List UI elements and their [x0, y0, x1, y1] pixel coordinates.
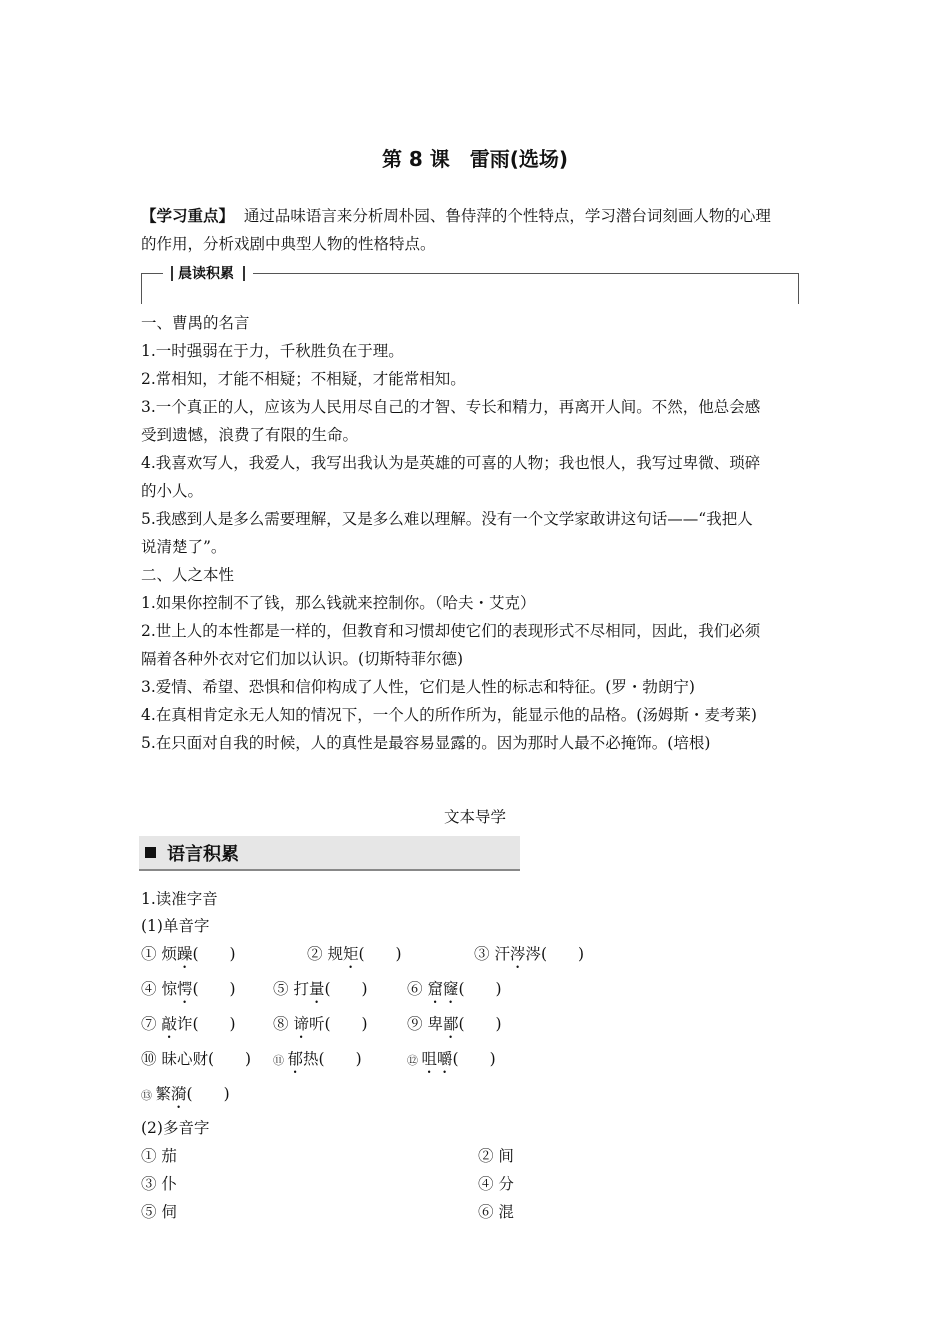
item-word: 汗	[494, 945, 510, 963]
item-number: ⑧	[273, 1015, 294, 1033]
sec2-line: 2.世上人的本性都是一样的，但教育和习惯却使它们的表现形式不尽相同，因此，我们必须	[141, 622, 761, 640]
item-word: 躁	[176, 945, 193, 963]
sec1-line: 3.一个真正的人，应该为人民用尽自己的才智、专长和精力，再离开人间。不然，他总会感	[141, 398, 761, 416]
sec1-line: 1.一时强弱在于力，千秋胜负在于理。	[141, 342, 404, 360]
item-word: 惊	[161, 980, 177, 998]
polyphone-item: ⑤ 伺	[141, 1203, 177, 1221]
pronunciation-item	[407, 975, 502, 1007]
focus-text-2: 的作用，分析戏剧中典型人物的性格特点。	[141, 235, 436, 253]
item-number: ⑩	[141, 1050, 162, 1068]
pronunciation-item	[141, 1080, 230, 1112]
item-number: ⑥	[407, 980, 428, 998]
pronunciation-item	[273, 1010, 368, 1042]
item-word: 昧心财	[161, 1050, 208, 1068]
item-number: ③	[474, 945, 495, 963]
item-number: ⑪	[273, 1054, 288, 1067]
answer-blank[interactable]: ( )	[324, 980, 368, 998]
square-bullet-icon	[145, 847, 156, 858]
item-word: 规	[327, 945, 343, 963]
item-word: 繁	[155, 1085, 172, 1103]
answer-blank[interactable]: ( )	[540, 945, 585, 963]
quotes-section-1	[141, 309, 813, 757]
item-number: ②	[307, 945, 328, 963]
focus-label: 【学习重点】	[141, 206, 235, 225]
item-word: 涔	[509, 945, 526, 963]
pronunciation-item	[141, 975, 236, 1007]
answer-blank[interactable]: ( )	[458, 980, 502, 998]
item-word: 打	[293, 980, 309, 998]
item-word: 卑	[427, 1015, 443, 1033]
item-word: 敲	[161, 1015, 177, 1033]
pronunciation-item	[141, 1045, 251, 1073]
item-word: 诈	[176, 1015, 193, 1033]
item-word: 涔	[525, 945, 541, 963]
sec1-line: 的小人。	[141, 482, 204, 500]
item-word: 郁	[287, 1050, 304, 1068]
answer-blank[interactable]: ( )	[318, 1050, 362, 1068]
item-word: 量	[308, 980, 325, 998]
answer-blank[interactable]: ( )	[186, 1085, 230, 1103]
language-section-header	[139, 836, 520, 871]
sec1-line: 说清楚了”。	[141, 538, 227, 556]
morning-reading-banner	[141, 262, 799, 304]
answer-blank[interactable]: ( )	[324, 1015, 368, 1033]
answer-blank[interactable]: ( )	[458, 1015, 502, 1033]
guide-heading: 文本导学	[443, 808, 506, 826]
pronunciation-item	[273, 1045, 362, 1077]
polyphone-item: ① 茄	[141, 1147, 177, 1165]
language-section-title: 语言积累	[167, 844, 239, 865]
sec1-heading: 一、曹禺的名言	[141, 314, 250, 332]
item-word: 热	[303, 1050, 319, 1068]
sec2-line: 5.在只面对自我的时候，人的真性是最容易显露的。因为那时人最不必掩饰。(培根)	[141, 734, 711, 752]
focus-text-1: 通过品味语言来分析周朴园、鲁侍萍的个性特点，学习潜台词刻画人物的心理	[243, 207, 771, 225]
sec2-line: 隔着各种外衣对它们加以认识。(切斯特菲尔德)	[141, 650, 464, 668]
single-heading: (1)单音字	[141, 917, 210, 935]
polyphone-item: ⑥ 混	[478, 1203, 514, 1221]
learning-focus	[141, 202, 813, 258]
polyphone-item: ② 间	[478, 1147, 514, 1165]
pronunciation-item	[474, 940, 584, 972]
pronunciation-item	[273, 975, 368, 1007]
answer-blank[interactable]: ( )	[192, 945, 236, 963]
item-word: 窟窿	[427, 980, 459, 998]
item-word: 咀嚼	[421, 1050, 453, 1068]
item-word: 听	[308, 1015, 325, 1033]
pronunciation-item	[407, 1010, 502, 1042]
sec2-line: 3.爱情、希望、恐惧和信仰构成了人性，它们是人性的标志和特征。(罗・勃朗宁)	[141, 678, 695, 696]
answer-blank[interactable]: ( )	[192, 1015, 236, 1033]
polyphone-item: ④ 分	[478, 1175, 514, 1193]
pronunciation-item	[141, 940, 236, 972]
pronunciation-item	[307, 940, 402, 972]
item-word: 愕	[176, 980, 193, 998]
item-number: ⑫	[407, 1054, 422, 1067]
item-word: 烦	[161, 945, 177, 963]
sec1-line: 受到遗憾，浪费了有限的生命。	[141, 426, 359, 444]
sec1-line: 4.我喜欢写人，我爱人，我写出我认为是英雄的可喜的人物；我也恨人，我写过卑微、琐碎	[141, 454, 761, 472]
sec1-line: 5.我感到人是多么需要理解，又是多么难以理解。没有一个文学家敢讲这句话——“我把人	[141, 510, 753, 528]
item-number: ④	[141, 980, 162, 998]
item-number: ⑦	[141, 1015, 162, 1033]
pron-heading: 1.读准字音	[141, 890, 218, 908]
item-word: 谛	[293, 1015, 309, 1033]
pronunciation-item	[141, 1010, 236, 1042]
banner-label: 晨读积累	[178, 266, 234, 282]
item-number: ⑨	[407, 1015, 428, 1033]
answer-blank[interactable]: ( )	[192, 980, 236, 998]
item-word: 漪	[171, 1085, 187, 1103]
multi-heading: (2)多音字	[141, 1119, 210, 1137]
item-number: ①	[141, 945, 162, 963]
page-title: 第 8 课 雷雨(选场)	[381, 147, 569, 171]
sec1-line: 2.常相知，才能不相疑；不相疑，才能常相知。	[141, 370, 466, 388]
answer-blank[interactable]: ( )	[452, 1050, 496, 1068]
polyphone-item: ③ 仆	[141, 1175, 177, 1193]
sec2-heading: 二、人之本性	[141, 566, 235, 584]
pronunciation-item	[407, 1045, 496, 1077]
item-word: 鄙	[442, 1015, 459, 1033]
answer-blank[interactable]: ( )	[358, 945, 402, 963]
sec2-line: 4.在真相肯定永无人知的情况下，一个人的所作所为，能显示他的品格。(汤姆斯・麦考莱)	[141, 706, 757, 724]
item-word: 矩	[342, 945, 359, 963]
sec2-line: 1.如果你控制不了钱，那么钱就来控制你。（哈夫・艾克）	[141, 594, 536, 612]
answer-blank[interactable]: ( )	[207, 1050, 252, 1068]
item-number: ⑬	[141, 1089, 156, 1102]
item-number: ⑤	[273, 980, 294, 998]
